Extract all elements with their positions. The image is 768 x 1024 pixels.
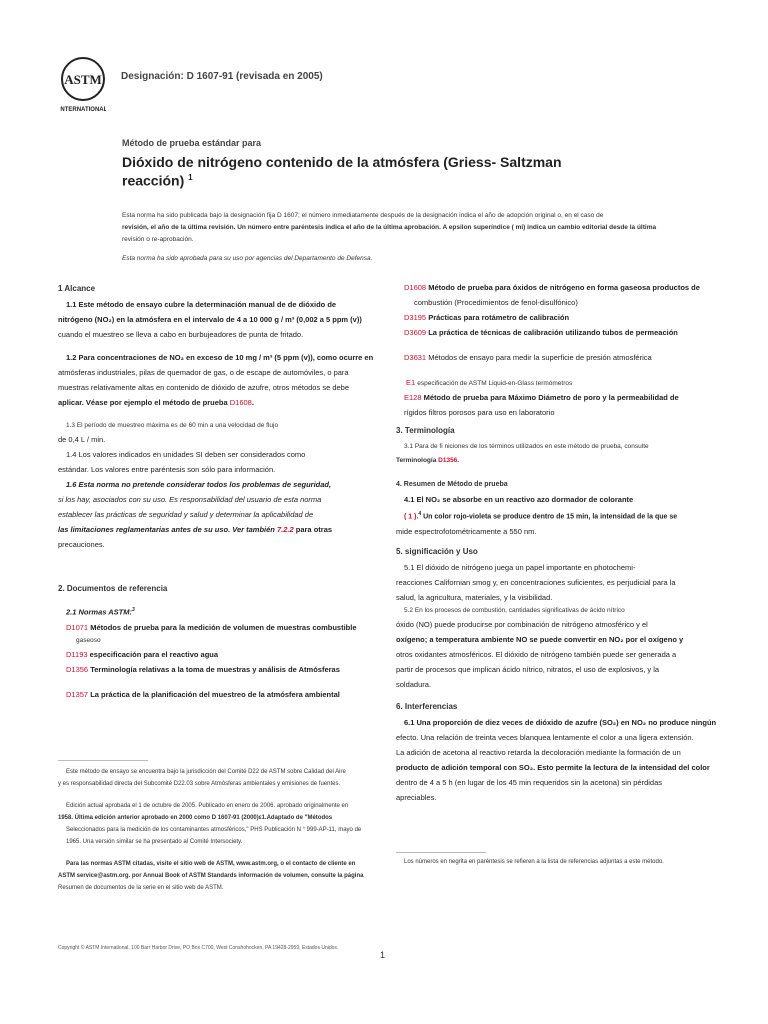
ref-d1356 <box>58 662 388 677</box>
ref-link-d1356[interactable]: D1356 <box>438 457 458 464</box>
copyright: Copyright © ASTM International, 100 Barr Harbor Drive, PO Box C700, West Conshohocken, PA 19428-2959, Estados Unidos. <box>58 945 339 951</box>
para-1-6-line-4 <box>58 522 388 537</box>
para-4-1-line-3: mide espectrofotométricamente a 550 nm. <box>396 527 537 537</box>
ref-code-e1[interactable]: E1 <box>406 378 416 387</box>
para-6-1-line-1: 6.1 Una proporción de diez veces de dióxido de azufre (SO₂) en NO₂ no produce ningún <box>404 718 717 728</box>
para-6-1-line-3: La adición de acetona al reactivo retarda la decoloración mediante la formación de un <box>396 748 681 758</box>
astm-logo <box>60 55 106 117</box>
para-1-3-line-2: de 0,4 L / min. <box>58 435 106 444</box>
footnote-3-line-1: Para las normas ASTM citadas, visite el sitio web de ASTM, www.astm.org, o el contacto de cliente en <box>66 861 356 867</box>
para-5-1-line-1: 5.1 El dióxido de nitrógeno juega un papel importante en photochemi- <box>404 563 636 573</box>
ref-code-d3631[interactable]: D3631 <box>404 353 427 362</box>
para-5-2-line-2: óxido (NO) puede producirse por combinación de nitrógeno atmosférico y el <box>396 620 648 630</box>
para-3-1-line-2 <box>396 455 726 467</box>
para-5-2 <box>396 617 726 692</box>
ref-text-e128: Método de prueba para Máximo Diámetro de poro y la permeabilidad de <box>423 393 679 402</box>
para-1-2-line-4 <box>58 395 388 410</box>
ref-e1 <box>396 375 726 390</box>
section-4-heading: 4. Resumen de Método de prueba <box>396 481 508 488</box>
para-1-6-line-2: si los hay, asociados con su uso. Es responsabilidad del usuario de esta norma <box>58 495 322 504</box>
para-1-2-line-1: 1.2 Para concentraciones de NO₂ en exceso de 10 mg / m³ (5 ppm (v)), como ocurre en <box>66 353 374 362</box>
para-5-2-line-3: oxígeno; a temperatura ambiente NO se puede convertir en NO₂ por el oxígeno y <box>396 635 684 645</box>
ref-code-d1193[interactable]: D1193 <box>66 649 88 659</box>
para-1-1-line-1: 1.1 Este método de ensayo cubre la determinación manual de de dióxido de <box>66 300 337 309</box>
para-5-2-line-1: 5.2 En los procesos de combustión, cantidades significativas de ácido nítrico <box>404 607 625 615</box>
para-4-1 <box>396 492 726 539</box>
para-1-2-line-2: atmósferas industriales, pilas de quemador de gas, o de escape de automóviles, o para <box>58 368 349 377</box>
ref-d1193 <box>58 647 388 662</box>
ref-text-d1071: Métodos de prueba para la medición de volumen de muestras combustible <box>90 622 357 632</box>
ref-code-d3195[interactable]: D3195 <box>404 313 427 322</box>
ref-code-d3609[interactable]: D3609 <box>404 328 427 337</box>
dod-note: Esta norma ha sido aprobada para su uso por agencias del Departamento de Defensa. <box>122 255 373 262</box>
footnote-4: Los números en negrita en paréntesis se refieren a la lista de referencias adjuntas a este método. <box>404 859 664 865</box>
para-5-2-line-4: otros oxidantes atmosféricos. El dióxido de nitrógeno también puede ser generada a <box>396 650 677 660</box>
para-1-2-line-3: muestras relativamente altas en contenido de dióxido de azufre, otros métodos se debe <box>58 383 350 392</box>
para-1-3 <box>58 420 388 447</box>
footnote-3-line-3: Resumen de documentos de la serie en el sitio web de ASTM. <box>58 885 224 891</box>
para-6-1 <box>396 715 726 805</box>
para-4-1-sup: 4 <box>418 511 422 517</box>
section-6-heading: 6. Interferencias <box>396 702 458 712</box>
para-3-1-text: Terminología <box>396 457 437 464</box>
ref-d1357 <box>58 687 388 702</box>
para-6-1-line-2: efecto. Una relación de treinta veces blanquea lentamente el color a una ligera extensión. <box>396 733 694 743</box>
ref-text-d1608-cont: combustión (Procedimientos de fenol-disulfónico) <box>414 298 578 307</box>
para-5-2-line-5: partir de procesos que implican ácido nítrico, nitratos, el uso de explosivos, y la <box>396 665 660 675</box>
ref-d3631 <box>396 350 726 365</box>
section-5-heading: 5. significación y Uso <box>396 547 478 557</box>
note-line-1: Esta norma ha sido publicada bajo la designación fija D 1607; el número inmediatamente después de la designación indica el año de adopción original o, en el caso de <box>122 212 604 219</box>
section-1-heading: 1 Alcance <box>58 284 96 293</box>
para-6-1-line-5: dentro de 4 a 5 h (en lugar de los 45 min requeridos sin la acetona) sin pérdidas <box>396 778 662 788</box>
para-5-1-line-3: salud, la agricultura, materiales, y la visibilidad. <box>396 593 553 603</box>
para-2-1 <box>58 603 388 620</box>
ref-code-d1356[interactable]: D1356 <box>66 664 89 674</box>
para-5-1 <box>396 560 726 605</box>
ref-text-d3195: Prácticas para rotámetro de calibración <box>428 313 570 322</box>
footnote-rule-right <box>396 852 486 853</box>
para-1-2-text: aplicar. Véase por ejemplo el método de prueba <box>58 398 228 407</box>
ref-link-1[interactable]: ( 1 ). <box>404 513 419 521</box>
para-1-6-line-1: 1.6 Esta norma no pretende considerar todos los problemas de seguridad, <box>66 480 332 489</box>
para-1-6 <box>58 477 388 552</box>
footnote-3-line-2: ASTM service@astm.org. por Annual Book of ASTM Standards información de volumen, consulte la página <box>58 873 364 879</box>
ref-d1608 <box>396 280 726 295</box>
para-1-1-line-2: nitrógeno (NO₂) en la atmósfera en el intervalo de 4 a 10 000 g / m³ (0,002 a 5 ppm (v)) <box>58 315 362 324</box>
footnote-1-line-2: y es responsabilidad directa del Subcomité D22.03 sobre Atmósferas ambientales y emisiones de fuentes. <box>58 781 341 787</box>
ref-text-d1071-cont: gaseoso <box>76 636 101 644</box>
ref-d3195 <box>396 310 726 325</box>
footnote-2-line-1: Edición actual aprobada el 1 de octubre de 2005. Publicado en enero de 2006. aprobado originalmente en <box>66 803 349 809</box>
ref-d1071 <box>58 620 388 635</box>
ref-link-d1608[interactable]: D1608 <box>229 398 252 407</box>
ref-text-d3609: La práctica de técnicas de calibración utilizando tubos de permeación <box>428 328 678 337</box>
ref-code-e128[interactable]: E128 <box>404 393 422 402</box>
footnote-rule-left <box>58 760 148 761</box>
ref-text-e128-cont: rígidos filtros porosos para uso en laboratorio <box>404 408 555 417</box>
section-3-heading: 3. Terminología <box>396 426 455 435</box>
para-2-1-sup: 3 <box>132 607 135 613</box>
document-kicker: Método de prueba estándar para <box>122 138 262 148</box>
ref-code-d1357[interactable]: D1357 <box>66 689 89 699</box>
ref-code-d1608[interactable]: D1608 <box>404 283 427 292</box>
para-1-4 <box>58 447 388 477</box>
footnote-2-line-3: Seleccionados para la medición de los contaminantes atmosféricos," PHS Publicación N ° 999-AP-11, mayo de <box>66 827 362 833</box>
footnote-1-line-1: Este método de ensayo se encuentra bajo la jurisdicción del Comité D22 de ASTM sobre Calidad del Aire <box>66 769 346 775</box>
ref-text-d3631: Métodos de ensayo para medir la superficie de presión atmosférica <box>428 353 652 362</box>
ref-text-d1193: especificación para el reactivo agua <box>89 649 219 659</box>
para-4-1-text: Un color rojo-violeta se produce dentro de 15 min, la intensidad de la que se <box>423 513 678 521</box>
para-4-1-line-2 <box>404 507 726 524</box>
para-1-4-line-1: 1.4 Los valores indicados en unidades SI deben ser considerados como <box>66 450 306 459</box>
para-1-1-line-3: cuando el muestreo se lleva a cabo en burbujeadores de punta de fritado. <box>58 330 304 339</box>
para-1-4-line-2: estándar. Los valores entre paréntesis son sólo para información. <box>58 465 276 474</box>
document-title <box>122 154 592 189</box>
left-column <box>58 284 388 702</box>
ref-link-7-2-2[interactable]: 7.2.2 <box>276 525 294 534</box>
para-2-1-text: 2.1 Normas ASTM: <box>66 607 132 617</box>
para-1-6-line-3: establecer las prácticas de seguridad y salud y determinar la aplicabilidad de <box>58 510 314 519</box>
para-3-1: 3.1 Para de fi niciones de los términos utilizados en este método de prueba, consulte <box>404 443 649 450</box>
standard-note <box>122 210 662 246</box>
para-1-3-line-1: 1.3 El período de muestreo máxima es de 60 min a una velocidad de flujo <box>66 422 279 429</box>
designation: Designación: D 1607-91 (revisada en 2005) <box>121 71 323 82</box>
logo-letters: ASTM <box>64 72 102 87</box>
para-1-1 <box>58 297 388 342</box>
title-footnote-mark: 1 <box>188 173 193 182</box>
footnote-2-line-2: 1958. Última edición anterior aprobado en 2000 como D 1607-91 (2000)ε1.Adaptado de "Métodos <box>58 815 333 821</box>
title-text: Dióxido de nitrógeno contenido de la atmósfera (Griess- Saltzman reacción) <box>122 154 562 189</box>
para-5-2-line-6: soldadura. <box>396 680 432 690</box>
logo-sub: INTERNATIONAL <box>60 107 106 113</box>
ref-code-d1071[interactable]: D1071 <box>66 622 89 632</box>
section-2-heading: 2. Documentos de referencia <box>58 584 168 593</box>
para-6-1-line-4: producto de adición temporal con SO₂. Esto permite la lectura de la intensidad del color <box>396 763 710 773</box>
note-line-3: revisión o re-aprobación. <box>122 236 194 243</box>
ref-text-e1: especificación de ASTM Liquid-en-Glass termómetros <box>417 380 573 387</box>
note-line-2: revisión, el año de la última revisión. Un número entre paréntesis indica el año de la última aprobación. A epsilon superíndice ( mi) indica un cambio editorial desde la última <box>122 224 657 231</box>
ref-text-d1356: Terminología relativas a la toma de muestras y análisis de Atmósferas <box>90 664 340 674</box>
ref-text-d1357: La práctica de la planificación del muestreo de la atmósfera ambiental <box>90 689 340 699</box>
para-1-6-line-5: precauciones. <box>58 540 105 549</box>
ref-e128 <box>396 390 726 405</box>
footnotes-left <box>58 766 388 894</box>
ref-d3609 <box>396 325 726 340</box>
footnote-2-line-4: 1965. Una versión similar se ha presentado al Comité Intersociety. <box>66 839 243 845</box>
page-number: 1 <box>380 950 386 960</box>
para-1-6-text: las limitaciones reglamentarias antes de su uso. Ver también <box>58 525 275 534</box>
ref-text-d1608: Método de prueba para óxidos de nitrógeno en forma gaseosa productos de <box>428 283 700 292</box>
para-1-2 <box>58 350 388 410</box>
para-3-1-end: . <box>457 457 460 464</box>
right-column <box>396 280 726 805</box>
para-6-1-line-6: apreciables. <box>396 793 437 803</box>
para-5-1-line-2: reacciones Californian smog y, en concentraciones suficientes, es perjudicial para la <box>396 578 676 588</box>
astm-logo-icon <box>60 55 106 117</box>
para-4-1-line-1: 4.1 El NO₂ se absorbe en un reactivo azo dormador de colorante <box>404 495 634 504</box>
para-1-6-end: para otras <box>295 525 333 534</box>
para-1-2-end: . <box>251 398 254 407</box>
